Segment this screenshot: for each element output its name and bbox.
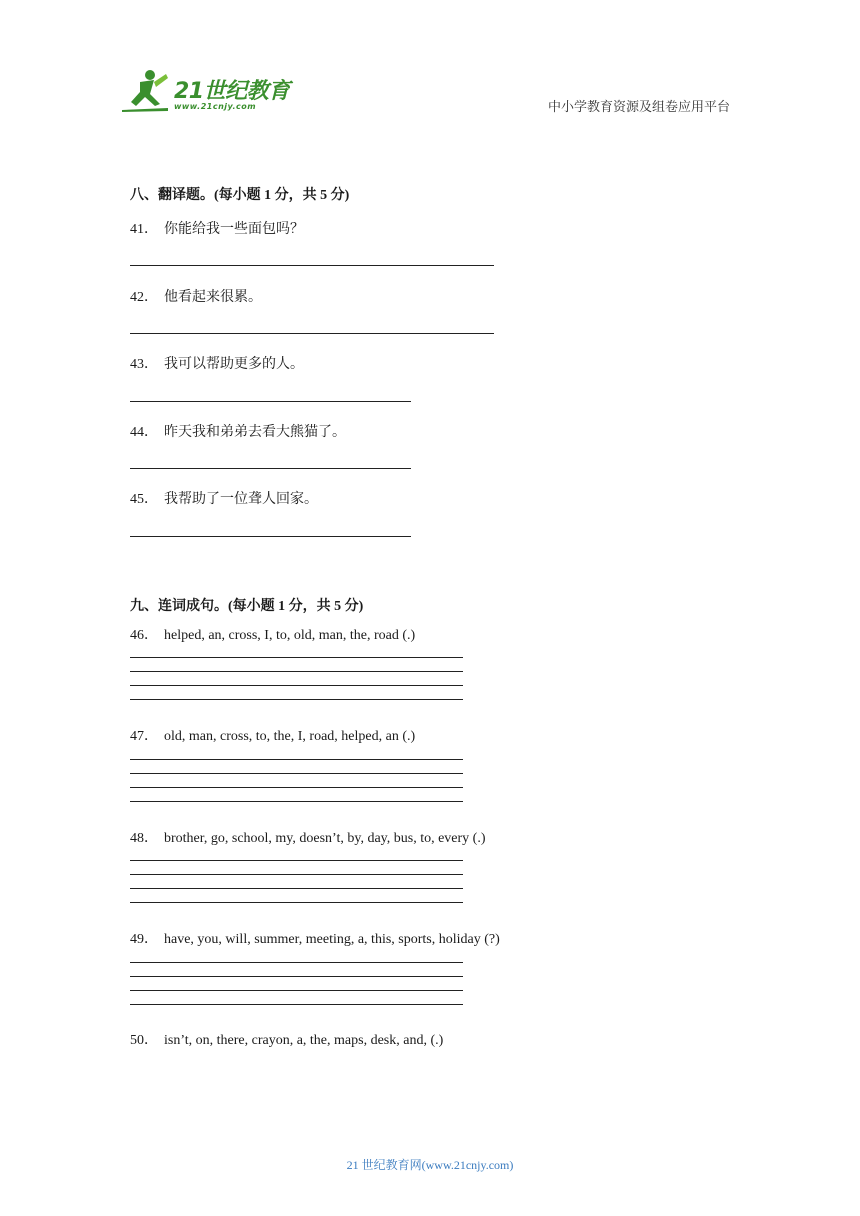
question-text: brother, go, school, my, doesn’t, by, day, bus, to, every (.) bbox=[164, 831, 486, 846]
question-46 bbox=[130, 624, 415, 644]
answer-line[interactable] bbox=[130, 860, 463, 861]
question-number: 44． bbox=[130, 425, 158, 440]
answer-line[interactable] bbox=[130, 671, 463, 672]
question-number: 43． bbox=[130, 357, 158, 372]
question-47 bbox=[130, 725, 415, 745]
answer-line[interactable] bbox=[130, 536, 411, 537]
question-text: old, man, cross, to, the, I, road, helped, an (.) bbox=[164, 729, 416, 744]
question-number: 45． bbox=[130, 492, 158, 507]
answer-line[interactable] bbox=[130, 773, 463, 774]
answer-line[interactable] bbox=[130, 976, 463, 977]
question-text: isn’t, on, there, crayon, a, the, maps, desk, and, (.) bbox=[164, 1033, 444, 1048]
page-footer: 21 世纪教育网(www.21cnjy.com) bbox=[346, 1158, 514, 1172]
answer-line[interactable] bbox=[130, 468, 411, 469]
question-50 bbox=[130, 1029, 443, 1049]
answer-line[interactable] bbox=[130, 699, 463, 700]
page-header bbox=[0, 0, 860, 130]
question-text: 他看起来很累。 bbox=[164, 290, 262, 305]
question-number: 49． bbox=[130, 932, 158, 947]
question-number: 47． bbox=[130, 729, 158, 744]
answer-line[interactable] bbox=[130, 787, 463, 788]
question-42 bbox=[130, 286, 262, 306]
answer-line[interactable] bbox=[130, 265, 494, 266]
question-text: 昨天我和弟弟去看大熊猫了。 bbox=[164, 425, 346, 440]
answer-line[interactable] bbox=[130, 888, 463, 889]
answer-line[interactable] bbox=[130, 401, 411, 402]
question-number: 41． bbox=[130, 222, 158, 237]
question-49 bbox=[130, 928, 500, 948]
question-number: 42． bbox=[130, 290, 158, 305]
section-9-title: 九、连词成句。(每小题 1 分，共 5 分) bbox=[130, 599, 364, 614]
answer-line[interactable] bbox=[130, 685, 463, 686]
question-text: 我可以帮助更多的人。 bbox=[164, 357, 304, 372]
question-45 bbox=[130, 488, 318, 508]
question-41 bbox=[130, 218, 304, 238]
question-number: 48． bbox=[130, 831, 158, 846]
answer-line[interactable] bbox=[130, 333, 494, 334]
question-text: have, you, will, summer, meeting, a, this, sports, holiday (?) bbox=[164, 932, 500, 947]
question-number: 46． bbox=[130, 628, 158, 643]
question-text: 我帮助了一位聋人回家。 bbox=[164, 492, 318, 507]
question-44 bbox=[130, 421, 346, 441]
section-8-title: 八、翻译题。(每小题 1 分，共 5 分) bbox=[130, 188, 350, 203]
answer-line[interactable] bbox=[130, 990, 463, 991]
question-48 bbox=[130, 827, 486, 847]
logo-text: 21世纪教育 bbox=[174, 79, 290, 104]
answer-line[interactable] bbox=[130, 902, 463, 903]
answer-line[interactable] bbox=[130, 657, 463, 658]
answer-line[interactable] bbox=[130, 962, 463, 963]
question-number: 50． bbox=[130, 1033, 158, 1048]
logo bbox=[120, 68, 310, 118]
logo-url: www.21cnjy.com bbox=[174, 102, 257, 111]
platform-label: 中小学教育资源及组卷应用平台 bbox=[547, 99, 730, 114]
answer-line[interactable] bbox=[130, 1004, 463, 1005]
question-text: 你能给我一些面包吗？ bbox=[164, 222, 304, 237]
answer-line[interactable] bbox=[130, 874, 463, 875]
answer-line[interactable] bbox=[130, 759, 463, 760]
question-text: helped, an, cross, I, to, old, man, the, road (.) bbox=[164, 628, 416, 643]
question-43 bbox=[130, 353, 304, 373]
answer-line[interactable] bbox=[130, 801, 463, 802]
runner-logo-icon bbox=[120, 68, 172, 114]
